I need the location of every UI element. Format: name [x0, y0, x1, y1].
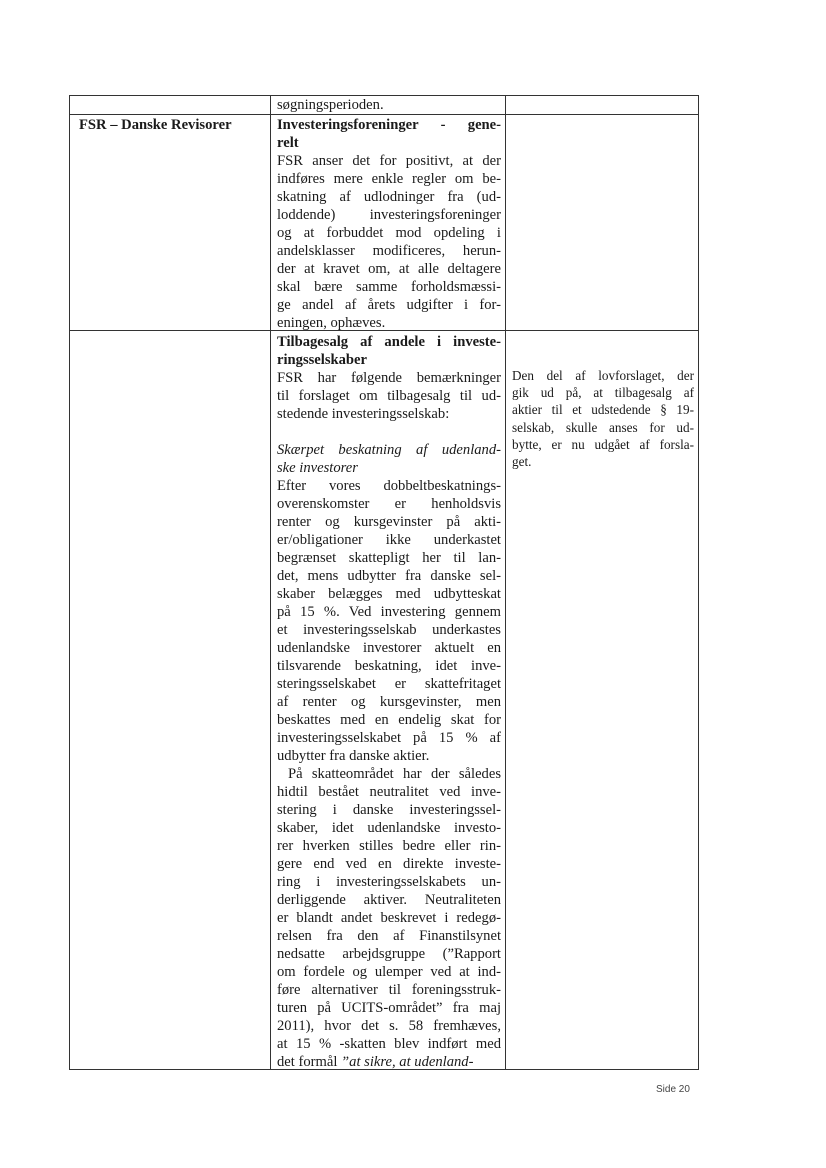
text-line: tilsvarende beskatning, idet inve-	[277, 658, 501, 674]
text-line: andelsklasser modificeres, herun-	[277, 243, 501, 259]
text-line: beskattes med en endelig skat for	[277, 712, 501, 728]
text-line: FSR har følgende bemærkninger	[277, 370, 501, 386]
text-line: udbytter fra danske aktier.	[277, 748, 430, 764]
text-line: af renter og kursgevinster, men	[277, 694, 501, 710]
comment-line: selskab, skulle anses for ud-	[512, 419, 694, 435]
text-line: på 15 %. Ved investering gennem	[277, 604, 501, 620]
comment-line: get.	[512, 454, 532, 470]
text-line: og at forbuddet mod opdeling i	[277, 225, 501, 241]
text-line: hidtil bestået neutralitet ved inve-	[277, 784, 501, 800]
text-line: skaber, idet udenlandske investo-	[277, 820, 501, 836]
text-line: er/obligationer ikke underkastet	[277, 532, 501, 548]
column-divider-1	[270, 95, 271, 1070]
section-heading: relt	[277, 135, 299, 151]
comment-line: Den del af lovforslaget, der	[512, 368, 694, 383]
text-line: udenlandske investorer aktuelt en	[277, 640, 501, 656]
text-line: eningen, ophæves.	[277, 315, 386, 331]
row2-body	[277, 333, 501, 1071]
text-line: stering i danske investeringssel-	[277, 802, 501, 818]
column-divider-2	[505, 95, 506, 1070]
text-line: renter og kursgevinster på akti-	[277, 514, 501, 530]
text-line: skal bære samme forholdsmæssi-	[277, 279, 501, 295]
blank-line	[277, 423, 501, 441]
text-line: rer hverken stilles bedre eller rin-	[277, 838, 501, 854]
row-divider-1	[69, 114, 699, 115]
text-line: På skatteområdet har der således	[288, 766, 501, 782]
comment-line: bytte, er nu udgået af forsla-	[512, 436, 694, 452]
consultation-table	[69, 95, 699, 1070]
organization-name: FSR – Danske Revisorer	[79, 117, 232, 133]
text-line: der at kravet om, at alle deltagere	[277, 261, 501, 277]
section-heading: ringsselskaber	[277, 352, 367, 368]
text-line	[277, 1053, 501, 1071]
section-heading: Tilbagesalg af andele i investe-	[277, 334, 501, 350]
text-line: ge andel af årets udgifter i for-	[277, 297, 501, 313]
text-line: begrænset skattepligt her til lan-	[277, 550, 501, 566]
page-number: Side 20	[656, 1084, 690, 1095]
text-line: til forslaget om tilbagesalg til ud-	[277, 388, 501, 404]
subheading: ske investorer	[277, 460, 358, 476]
text-line: turen på UCITS-området” fra maj	[277, 1000, 501, 1016]
text-line: Efter vores dobbeltbeskatnings-	[277, 478, 501, 494]
text-line: loddende) investeringsforeninger	[277, 207, 501, 223]
text-line: stedende investeringsselskab:	[277, 406, 450, 422]
row0-text	[277, 96, 501, 114]
text-line: ring i investeringsselskabets un-	[277, 874, 501, 890]
text-line: skatning af udlodninger fra (ud-	[277, 189, 501, 205]
text-line: 2011), hvor det s. 58 fremhæves,	[277, 1018, 501, 1034]
subheading: Skærpet beskatning af udenland-	[277, 442, 501, 458]
text-line: et investeringsselskab underkastes	[277, 622, 501, 638]
text-line: søgningsperioden.	[277, 97, 384, 113]
text-line: indføres mere enkle regler om be-	[277, 171, 501, 187]
text-line: om fordele og ulemper ved at ind-	[277, 964, 501, 980]
text-line: skaber belægges med udbytteskat	[277, 586, 501, 602]
ministry-comment	[512, 367, 694, 470]
text-line: at 15 % -skatten blev indført med	[277, 1036, 501, 1052]
text-line: er blandt andet beskrevet i redegø-	[277, 910, 501, 926]
text-line: gere end ved en direkte investe-	[277, 856, 501, 872]
quoted-text: ”at sikre, at udenland-	[341, 1054, 474, 1070]
text-line: relsen fra den af Finanstilsynet	[277, 928, 501, 944]
comment-line: gik ud på, at tilbagesalg af	[512, 385, 694, 401]
text-line: føre alternativer til foreningsstruk-	[277, 982, 501, 998]
table-right-border	[698, 95, 699, 1070]
row1-body	[277, 116, 501, 332]
comment-line: aktier til et udstedende § 19-	[512, 402, 694, 418]
text-line: derliggende aktiver. Neutraliteten	[277, 892, 501, 908]
table-left-border	[69, 95, 70, 1070]
text-line: overenskomster er henholdsvis	[277, 496, 501, 512]
text-line: investeringsselskabet på 15 % af	[277, 730, 501, 746]
text-line: steringsselskabet er skattefritaget	[277, 676, 501, 692]
section-heading: Investeringsforeninger - gene-	[277, 117, 501, 133]
text-line: FSR anser det for positivt, at der	[277, 153, 501, 169]
text-line: det, mens udbytter fra danske sel-	[277, 568, 501, 584]
text-fragment: det formål	[277, 1054, 342, 1070]
text-line: nedsatte arbejdsgruppe (”Rapport	[277, 946, 501, 962]
